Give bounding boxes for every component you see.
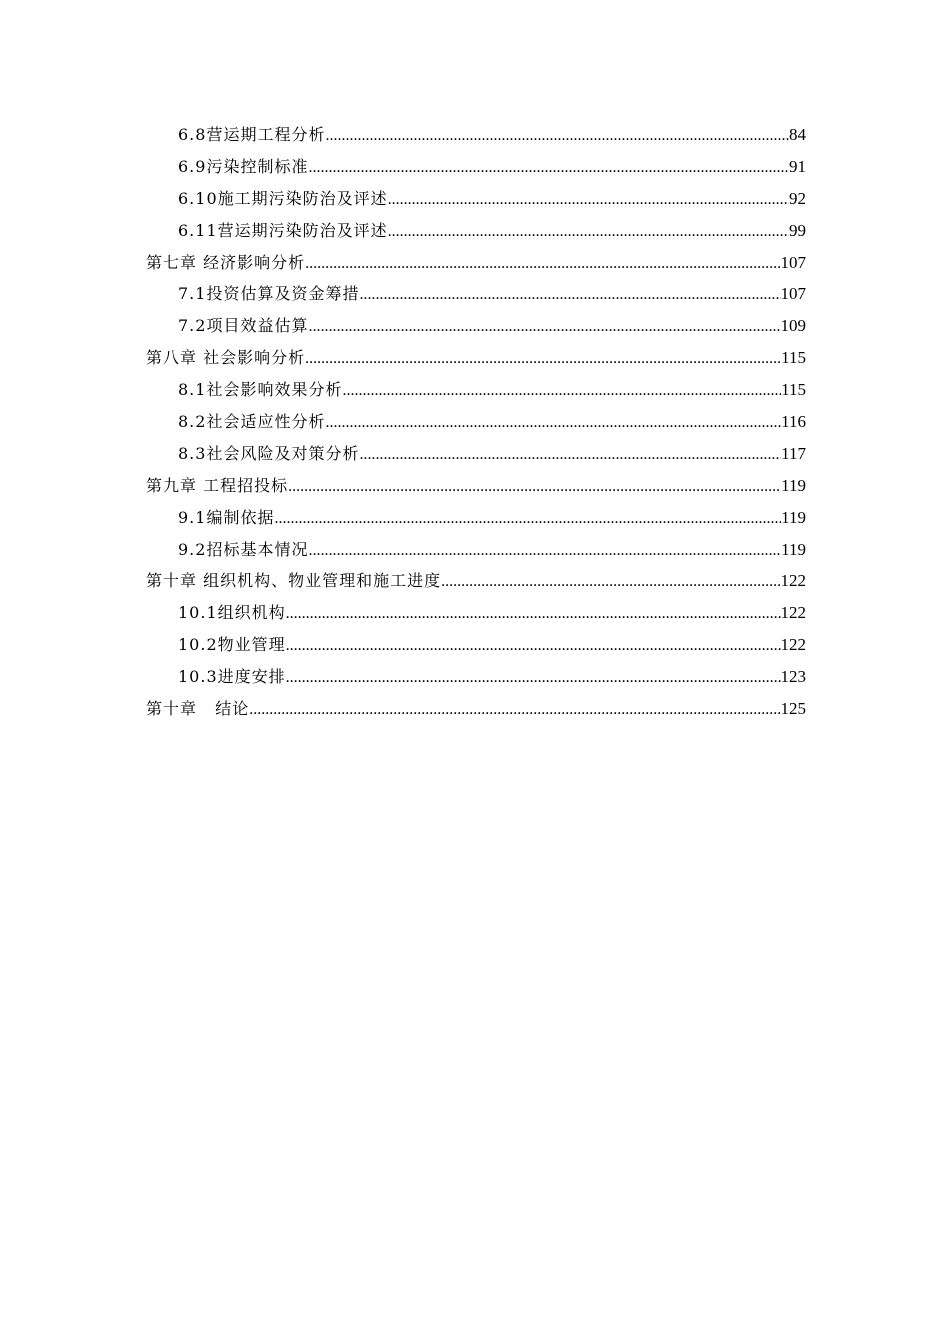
- toc-entry-page: 122: [780, 635, 806, 655]
- toc-chapter-entry[interactable]: [146, 470, 806, 502]
- toc-dot-leader: [286, 598, 781, 630]
- toc-entry-page: 115: [781, 348, 806, 368]
- toc-dot-leader: [325, 120, 789, 152]
- toc-entry[interactable]: [146, 502, 806, 534]
- toc-entry-title: 6.10施工期污染防治及评述: [178, 188, 388, 208]
- toc-dot-leader: [274, 503, 781, 535]
- toc-entry-page: 119: [781, 507, 806, 527]
- toc-entry[interactable]: [146, 215, 806, 247]
- toc-entry-title: 10.2物业管理: [178, 635, 286, 655]
- toc-dot-leader: [388, 216, 789, 248]
- toc-entry-page: 92: [789, 188, 806, 208]
- toc-entry-title: 7.2项目效益估算: [178, 316, 309, 336]
- toc-entry-page: 115: [781, 380, 806, 400]
- toc-entry-page: 84: [789, 125, 806, 144]
- toc-chapter-entry[interactable]: [146, 247, 806, 279]
- toc-entry[interactable]: [146, 661, 806, 693]
- toc-entry-page: 119: [781, 539, 806, 559]
- toc-entry-title: 8.1社会影响效果分析: [178, 380, 343, 400]
- toc-entry-title: 8.3社会风险及对策分析: [178, 443, 360, 463]
- toc-entry-title: 6.9污染控制标准: [178, 156, 309, 176]
- toc-entry[interactable]: [146, 278, 806, 310]
- toc-entry[interactable]: [146, 310, 806, 342]
- toc-dot-leader: [388, 184, 789, 216]
- toc-entry-title: 6.8营运期工程分析: [178, 125, 326, 144]
- toc-entry-page: 99: [789, 220, 806, 240]
- toc-dot-leader: [308, 311, 780, 343]
- toc-dot-leader: [305, 343, 781, 375]
- toc-entry[interactable]: [146, 597, 806, 629]
- toc-entry-title: 第十章 组织机构、物业管理和施工进度: [146, 571, 442, 591]
- toc-entry-title: 第十章 结论: [146, 699, 250, 719]
- toc-entry[interactable]: [146, 374, 806, 406]
- toc-entry-title: 第七章 经济影响分析: [146, 252, 306, 272]
- toc-chapter-entry[interactable]: [146, 693, 806, 725]
- toc-entry-page: 116: [781, 412, 806, 432]
- toc-entry-page: 125: [780, 699, 806, 719]
- toc-dot-leader: [325, 407, 781, 439]
- toc-entry-page: 123: [780, 667, 806, 687]
- toc-entry[interactable]: [146, 151, 806, 183]
- toc-entry-title: 7.1投资估算及资金筹措: [178, 284, 360, 304]
- toc-dot-leader: [308, 535, 781, 567]
- toc-entry[interactable]: [146, 534, 806, 566]
- toc-dot-leader: [342, 375, 781, 407]
- toc-dot-leader: [441, 566, 780, 598]
- toc-dot-leader: [308, 152, 789, 184]
- toc-entry[interactable]: [146, 438, 806, 470]
- toc-entry[interactable]: [146, 119, 806, 151]
- toc-dot-leader: [305, 248, 780, 280]
- toc-entry-title: 9.2招标基本情况: [178, 539, 309, 559]
- toc-entry-page: 122: [780, 571, 806, 591]
- toc-entry-title: 第八章 社会影响分析: [146, 348, 306, 368]
- toc-entry-title: 9.1编制依据: [178, 507, 275, 527]
- toc-entry-title: 8.2社会适应性分析: [178, 412, 326, 432]
- toc-entry[interactable]: [146, 629, 806, 661]
- toc-entry-page: 117: [781, 443, 806, 463]
- toc-entry-page: 107: [780, 252, 806, 272]
- toc-entry[interactable]: [146, 183, 806, 215]
- toc-dot-leader: [286, 662, 781, 694]
- toc-chapter-entry[interactable]: [146, 342, 806, 374]
- toc-dot-leader: [286, 630, 781, 662]
- toc-entry-title: 10.1组织机构: [178, 603, 286, 623]
- toc-entry[interactable]: [146, 406, 806, 438]
- toc-dot-leader: [288, 471, 781, 503]
- toc-entry-title: 6.11营运期污染防治及评述: [178, 220, 388, 240]
- toc-dot-leader: [249, 694, 780, 726]
- toc-entry-page: 122: [780, 603, 806, 623]
- toc-dot-leader: [359, 439, 781, 471]
- toc-entry-page: 91: [789, 156, 806, 176]
- toc-entry-page: 107: [780, 284, 806, 304]
- toc-entry-page: 119: [781, 475, 806, 495]
- toc-entry-page: 109: [780, 316, 806, 336]
- toc-entry-title: 10.3进度安排: [178, 667, 286, 687]
- toc-dot-leader: [359, 279, 780, 311]
- toc-chapter-entry[interactable]: [146, 565, 806, 597]
- table-of-contents: [146, 119, 806, 725]
- toc-entry-title: 第九章 工程招投标: [146, 475, 289, 495]
